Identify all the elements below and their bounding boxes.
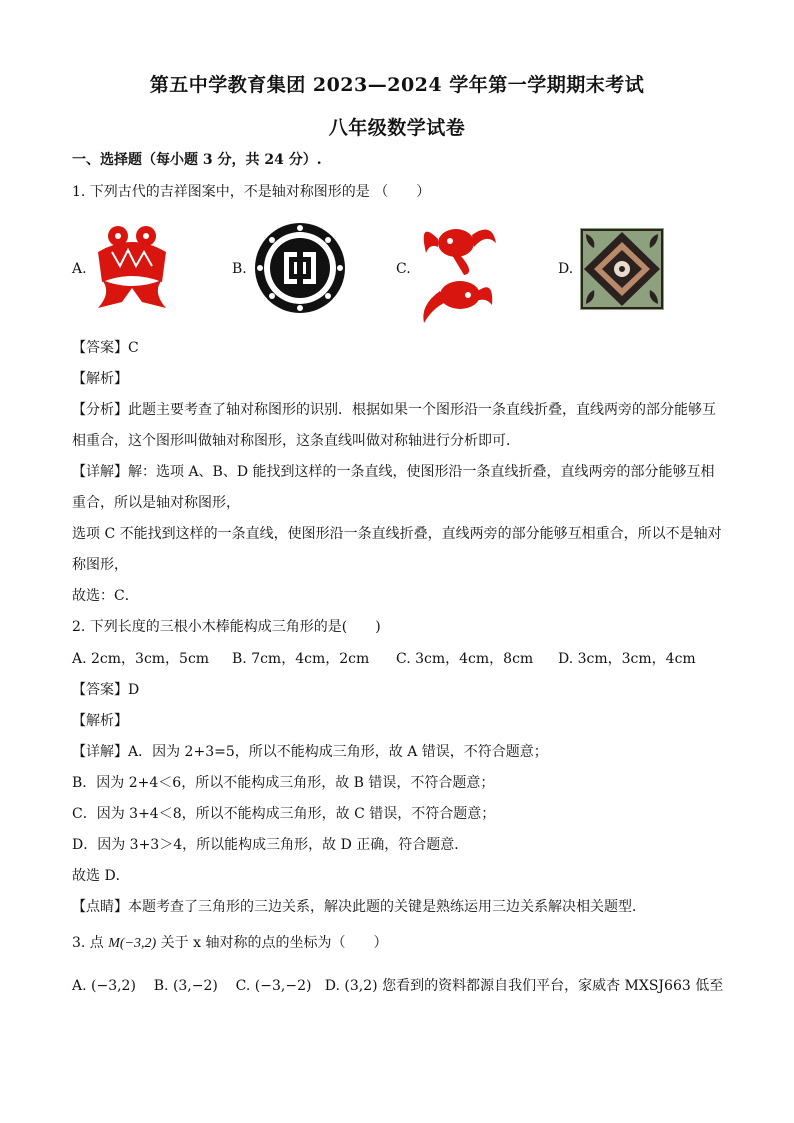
q1-option-a: A.	[72, 261, 87, 277]
q1-stem: 1. 下列古代的吉祥图案中，不是轴对称图形的是 （ ）	[72, 184, 431, 200]
q2-xiangjie-line-2: B．因为 2+4＜6，所以不能构成三角形，故 B 错误，不符合题意；	[72, 775, 495, 791]
q1-conclusion: 故选：C．	[72, 588, 139, 604]
q1-xiangjie-line-1: 【详解】解：选项 A、B、D 能找到这样的一条直线，使图形沿一条直线折叠，直线两旁的部分能够互相	[72, 464, 715, 480]
q2-option-b: B. 7cm，4cm，2cm	[232, 651, 370, 667]
q3-watermark-text: 您看到的资料都源自我们平台，家威杏 MXSJ663 低至	[382, 978, 724, 994]
exam-title: 第五中学教育集团 2023—2024 学年第一学期期末考试	[149, 74, 645, 96]
q3-point-label: M(−3,2)	[108, 936, 157, 951]
q2-analysis-tag: 【解析】	[72, 713, 128, 729]
q3-stem-suffix: 关于 x 轴对称的点的坐标为（ ）	[160, 935, 388, 951]
q1-xiangjie-line-2: 重合，所以是轴对称图形，	[72, 495, 240, 511]
q1-analysis-tag: 【解析】	[72, 371, 128, 387]
q1-answer: 【答案】C	[72, 340, 139, 356]
q2-option-c: C. 3cm，4cm，8cm	[396, 651, 534, 667]
black-round-medallion-icon	[254, 222, 346, 314]
q2-xiangjie-line-3: C．因为 3+4＜8，所以不能构成三角形，故 C 错误，不符合题意；	[72, 806, 496, 822]
q2-xiangjie-line-4: D．因为 3+3＞4，所以能构成三角形，故 D 正确，符合题意．	[72, 837, 469, 853]
red-papercut-birds-icon	[92, 222, 172, 312]
q2-option-a: A. 2cm，3cm，5cm	[72, 651, 210, 667]
q3-options-row	[72, 977, 723, 995]
q3-option-c: C. (−3,−2)	[235, 978, 312, 994]
q2-xiangjie-line-1: 【详解】A．因为 2+3=5，所以不能构成三角形，故 A 错误，不符合题意；	[72, 744, 548, 760]
q1-option-c: C.	[396, 261, 411, 277]
q1-xiangjie-line-4: 称图形，	[72, 557, 128, 573]
q1-option-b: B.	[232, 261, 247, 277]
q1-fenxi-line-2: 相重合，这个图形叫做轴对称图形，这条直线叫做对称轴进行分析即可．	[72, 433, 520, 449]
q2-stem: 2. 下列长度的三根小木棒能构成三角形的是( )	[72, 619, 381, 635]
q1-option-d: D.	[558, 261, 574, 277]
exam-subtitle: 八年级数学试卷	[328, 117, 466, 139]
q3-option-b: B. (3,−2)	[153, 978, 218, 994]
section-heading: 一、选择题（每小题 3 分，共 24 分）.	[72, 152, 322, 168]
q3-stem-prefix: 3. 点	[72, 935, 104, 951]
q3-option-d: D. (3,2)	[324, 978, 378, 994]
q1-xiangjie-line-3: 选项 C 不能找到这样的一条直线，使图形沿一条直线折叠，直线两旁的部分能够互相重合，所以不是轴对	[72, 526, 722, 542]
q3-option-a: A. (−3,2)	[72, 978, 136, 994]
q2-answer: 【答案】D	[72, 682, 140, 698]
q1-fenxi-line-1: 【分析】此题主要考查了轴对称图形的识别．根据如果一个图形沿一条直线折叠，直线两旁的部分能够互	[72, 402, 716, 418]
q2-dianjing: 【点睛】本题考查了三角形的三边关系，解决此题的关键是熟练运用三边关系解决相关题型．	[72, 899, 646, 915]
square-tile-pattern-icon	[580, 228, 664, 310]
q2-conclusion: 故选 D．	[72, 868, 130, 884]
q3-stem	[72, 934, 387, 953]
q2-option-d: D. 3cm，3cm，4cm	[558, 651, 696, 667]
red-goldfish-papercut-icon	[416, 213, 498, 325]
